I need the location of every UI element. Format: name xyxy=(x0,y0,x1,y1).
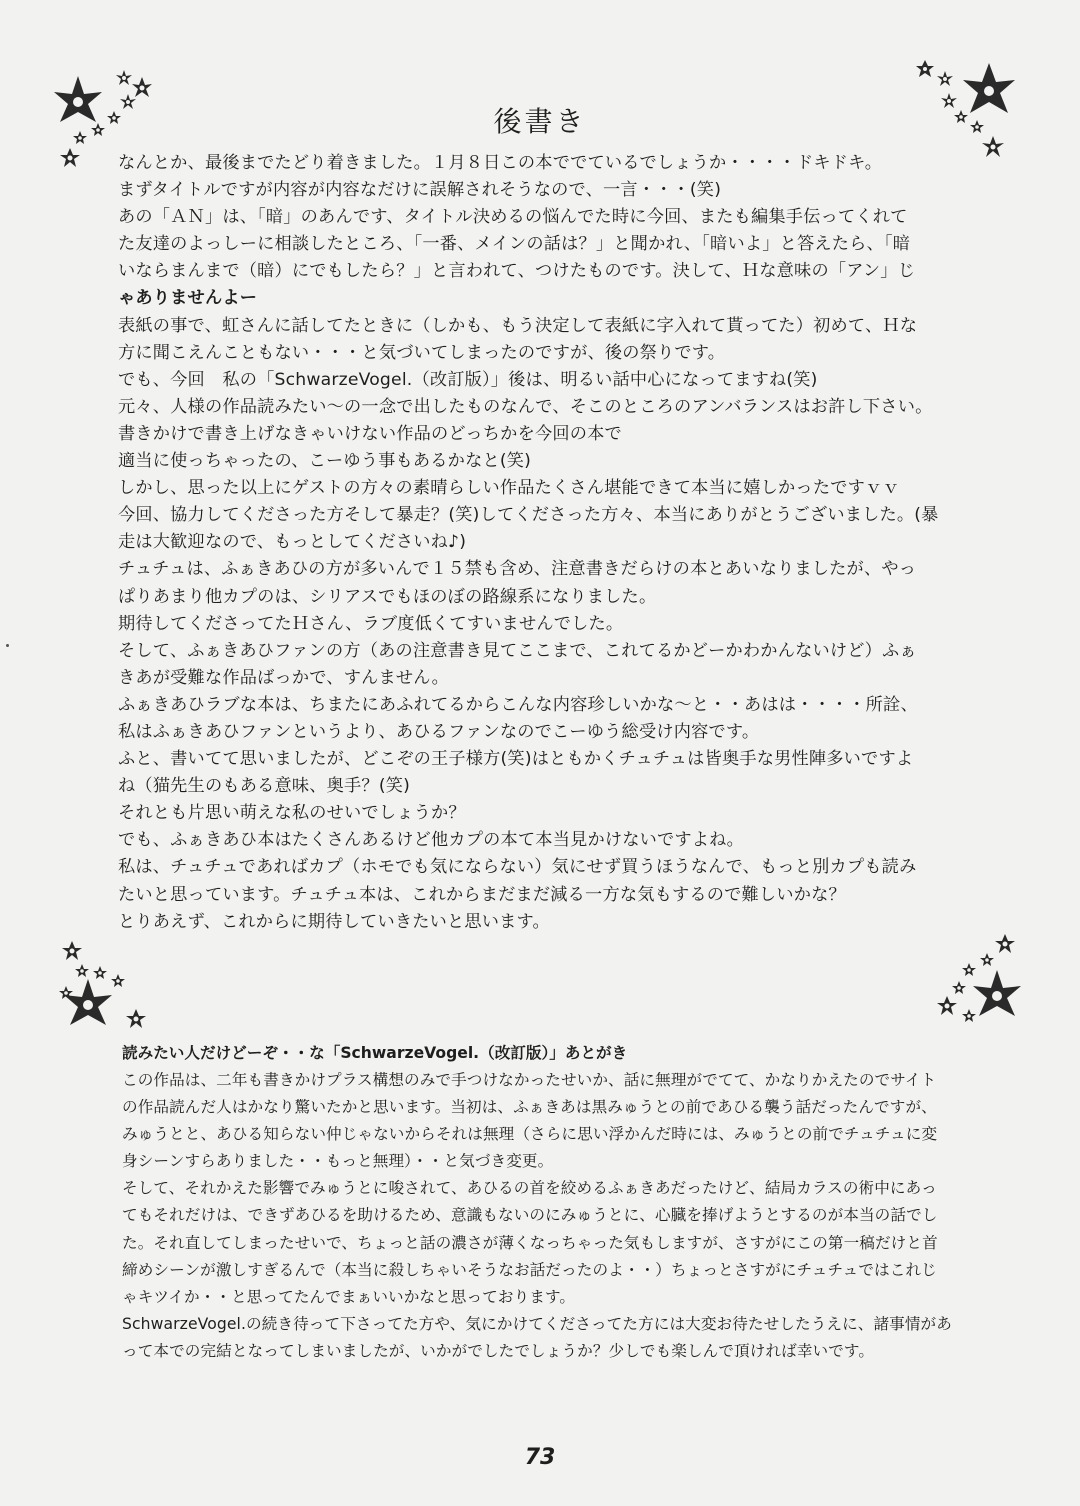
body-line: 期待してくださってたＨさん、ラブ度低くてすいませんでした。 xyxy=(118,613,624,634)
body-line: た友達のよっしーに相談したところ、「一番、メインの話は？」と聞かれ、「暗いよ」と答えたら、「暗 xyxy=(118,234,911,255)
body-line: 表紙の事で、虹さんに話してたときに（しかも、もう決定して表紙に字入れて貰ってた）初めて、Ｈな xyxy=(118,315,918,336)
flower-cluster-bottom-left-icon xyxy=(48,935,158,1035)
note-line: の作品読んだ人はかなり驚いたかと思います。当初は、ふぁきあは黒みゅうとの前であひる襲う話だったんですが、 xyxy=(122,1098,937,1117)
body-line: きあが受難な作品ばっかで、すんません。 xyxy=(118,667,450,688)
paper-speck xyxy=(6,644,9,647)
body-line: ふぁきあひラブな本は、ちまたにあふれてるからこんな内容珍しいかな～と・・あはは・・・・所詮、 xyxy=(118,694,918,715)
body-line: そして、ふぁきあひファンの方（あの注意書き見てここまで、これてるかどーかわかんないけど）ふぁ xyxy=(118,640,917,661)
body-line: たいと思っています。チュチュ本は、これからまだまだ減る一方な気もするので難しいかな？ xyxy=(118,884,846,905)
note-line: SchwarzeVogel.の続き待って下さってた方や、気にかけてくださってた方には大変お待たせしたうえに、諸事情があ xyxy=(122,1314,952,1333)
body-line: それとも片思い萌えな私のせいでしょうか？ xyxy=(118,803,466,824)
note-body xyxy=(122,1067,988,1365)
body-line: ゃありませんよー xyxy=(118,288,258,309)
note-line: 身シーンすらありました・・もっと無理）・・と気づき変更。 xyxy=(122,1152,554,1171)
body-line: しかし、思った以上にゲストの方々の素晴らしい作品たくさん堪能できて本当に嬉しかったですｖｖ xyxy=(118,478,900,499)
afterword-body xyxy=(118,150,988,936)
body-line: 元々、人様の作品読みたい～の一念で出したものなんで、そこのところのアンバランスはお許し下さい。 xyxy=(118,396,933,417)
body-line: とりあえず、これからに期待していきたいと思います。 xyxy=(118,911,550,932)
note-line: てもそれだけは、できずあひるを助けるため、意識もないのにみゅうとに、心臓を捧げようとするのが本当の話でし xyxy=(122,1206,938,1225)
note-line: ゃキツイか・・と思ってたんでまぁいいかなと思っております。 xyxy=(122,1287,576,1306)
revised-edition-afterword xyxy=(122,1040,988,1365)
note-line: 締めシーンが激しすぎるんで（本当に殺しちゃいそうなお話だったのよ・・）ちょっとさすがにチュチュではこれじ xyxy=(122,1260,937,1279)
page-title: 後書き xyxy=(493,105,587,138)
body-line: ぱりあまり他カプのは、シリアスでもほのぼの路線系になりました。 xyxy=(118,586,657,607)
body-line: でも、今回 私の「SchwarzeVogel.（改訂版）」後は、明るい話中心になってますね(笑) xyxy=(118,369,818,390)
body-line: 私は、チュチュであればカプ（ホモでも気にならない）気にせず買うほうなんで、もっと別カプも読み xyxy=(118,857,917,878)
body-line: 方に聞こえんこともない・・・と気づいてしまったのですが、後の祭りです。 xyxy=(118,342,726,363)
flower-cluster-bottom-right-icon xyxy=(925,930,1035,1030)
note-line: た。それ直してしまったせいで、ちょっと話の濃さが薄くなっちゃった気もしますが、さすがにこの第一稿だけと首 xyxy=(122,1233,938,1252)
body-line: でも、ふぁきあひ本はたくさんあるけど他カプの本て本当見かけないですよね。 xyxy=(118,830,744,851)
note-line: この作品は、二年も書きかけプラス構想のみで手つけなかったせいか、話に無理がでてて、かなりかえたのでサイト xyxy=(122,1071,937,1089)
body-line: 私はふぁきあひファンというより、あひるファンなのでこーゆう総受け内容です。 xyxy=(118,721,760,742)
note-line: って本での完結となってしまいましたが、いかがでしたでしょうか？少しでも楽しんで頂ければ幸いです。 xyxy=(122,1341,875,1360)
body-line: ふと、書いてて思いましたが、どこぞの王子様方(笑)はともかくチュチュは皆奥手な男性陣多いですよ xyxy=(118,749,914,770)
body-line: まずタイトルですが内容が内容なだけに誤解されそうなので、一言・・・(笑) xyxy=(118,180,722,201)
body-line: ね（猫先生のもある意味、奥手？(笑) xyxy=(118,776,411,797)
note-line: みゅうとと、あひる知らない仲じゃないからそれは無理（さらに思い浮かんだ時には、みゅうとの前でチュチュに変 xyxy=(122,1125,938,1144)
body-line: あの「ＡＮ」は、「暗」のあんです、タイトル決めるの悩んでた時に今回、またも編集手伝ってくれて xyxy=(118,207,908,228)
page-number: 73 xyxy=(524,1445,556,1470)
body-line: 今回、協力してくださった方そして暴走？(笑)してくださった方々、本当にありがとうございました。(暴 xyxy=(118,505,939,526)
body-line: 適当に使っちゃったの、こーゆう事もあるかなと(笑) xyxy=(118,451,532,472)
body-line: 書きかけで書き上げなきゃいけない作品のどっちかを今回の本で xyxy=(118,423,622,444)
body-line: 走は大歓迎なので、もっとしてくださいね♪) xyxy=(118,532,467,553)
body-line: いならまんまで（暗）にでもしたら？」と言われて、つけたものです。決して、Ｈな意味の「アン」じ xyxy=(118,261,916,282)
body-line: なんとか、最後までたどり着きました。１月８日この本ででているでしょうか・・・・ドキドキ。 xyxy=(118,153,883,173)
note-heading: 読みたい人だけどーぞ・・な「SchwarzeVogel.（改訂版）」あとがき xyxy=(122,1044,628,1062)
note-line: そして、それかえた影響でみゅうとに唆されて、あひるの首を絞めるふぁきあだったけど、結局カラスの術中にあっ xyxy=(122,1179,937,1198)
body-line: チュチュは、ふぁきあひの方が多いんで１５禁も含め、注意書きだらけの本とあいなりましたが、やっ xyxy=(118,559,917,580)
